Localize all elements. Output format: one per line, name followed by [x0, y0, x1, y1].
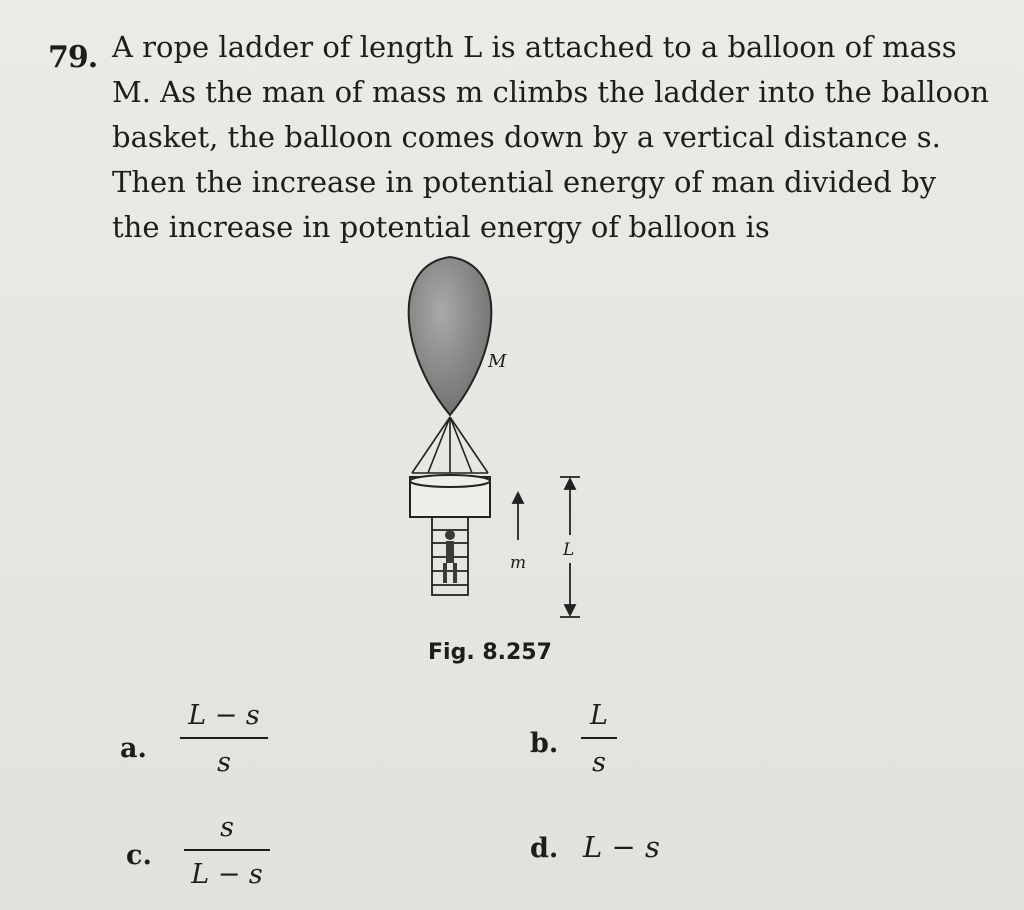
question-line-2: M. As the man of mass m climbs the ladder into the balloon — [112, 75, 990, 109]
balloon-shape — [409, 257, 492, 415]
option-b-letter: b. — [530, 728, 559, 759]
option-d-letter: d. — [530, 833, 559, 864]
man-mass-label: m — [510, 553, 527, 573]
basket — [410, 475, 490, 517]
option-b-denominator: s — [592, 747, 606, 778]
ladder-length-label: L — [563, 540, 575, 560]
question-line-4: Then the increase in potential energy of man divided by — [112, 165, 937, 199]
option-b-numerator: L — [590, 700, 608, 731]
option-a-denominator: s — [217, 747, 231, 778]
balloon-figure — [380, 245, 600, 685]
balloon-ropes — [412, 417, 488, 473]
figure-caption: Fig. 8.257 — [428, 640, 552, 665]
option-a-numerator: L − s — [188, 700, 260, 731]
option-c-letter: c. — [126, 840, 152, 871]
option-c-fraction — [184, 812, 270, 890]
balloon-diagram — [380, 245, 600, 645]
balloon-mass-label: M — [488, 351, 507, 372]
option-b-fraction — [581, 700, 617, 778]
question-number: 79. — [48, 40, 98, 75]
man-motion-arrow — [513, 493, 523, 540]
question-line-5: the increase in potential energy of balloon is — [112, 210, 770, 244]
option-a-letter: a. — [120, 733, 147, 764]
question-line-3: basket, the balloon comes down by a vertical distance s. — [112, 120, 941, 154]
question-line-1: A rope ladder of length L is attached to a balloon of mass — [112, 30, 957, 64]
option-a-fraction — [180, 700, 268, 778]
option-d-expression: L − s — [583, 830, 660, 864]
option-c-denominator: L − s — [191, 859, 263, 890]
option-c-numerator: s — [220, 812, 234, 843]
